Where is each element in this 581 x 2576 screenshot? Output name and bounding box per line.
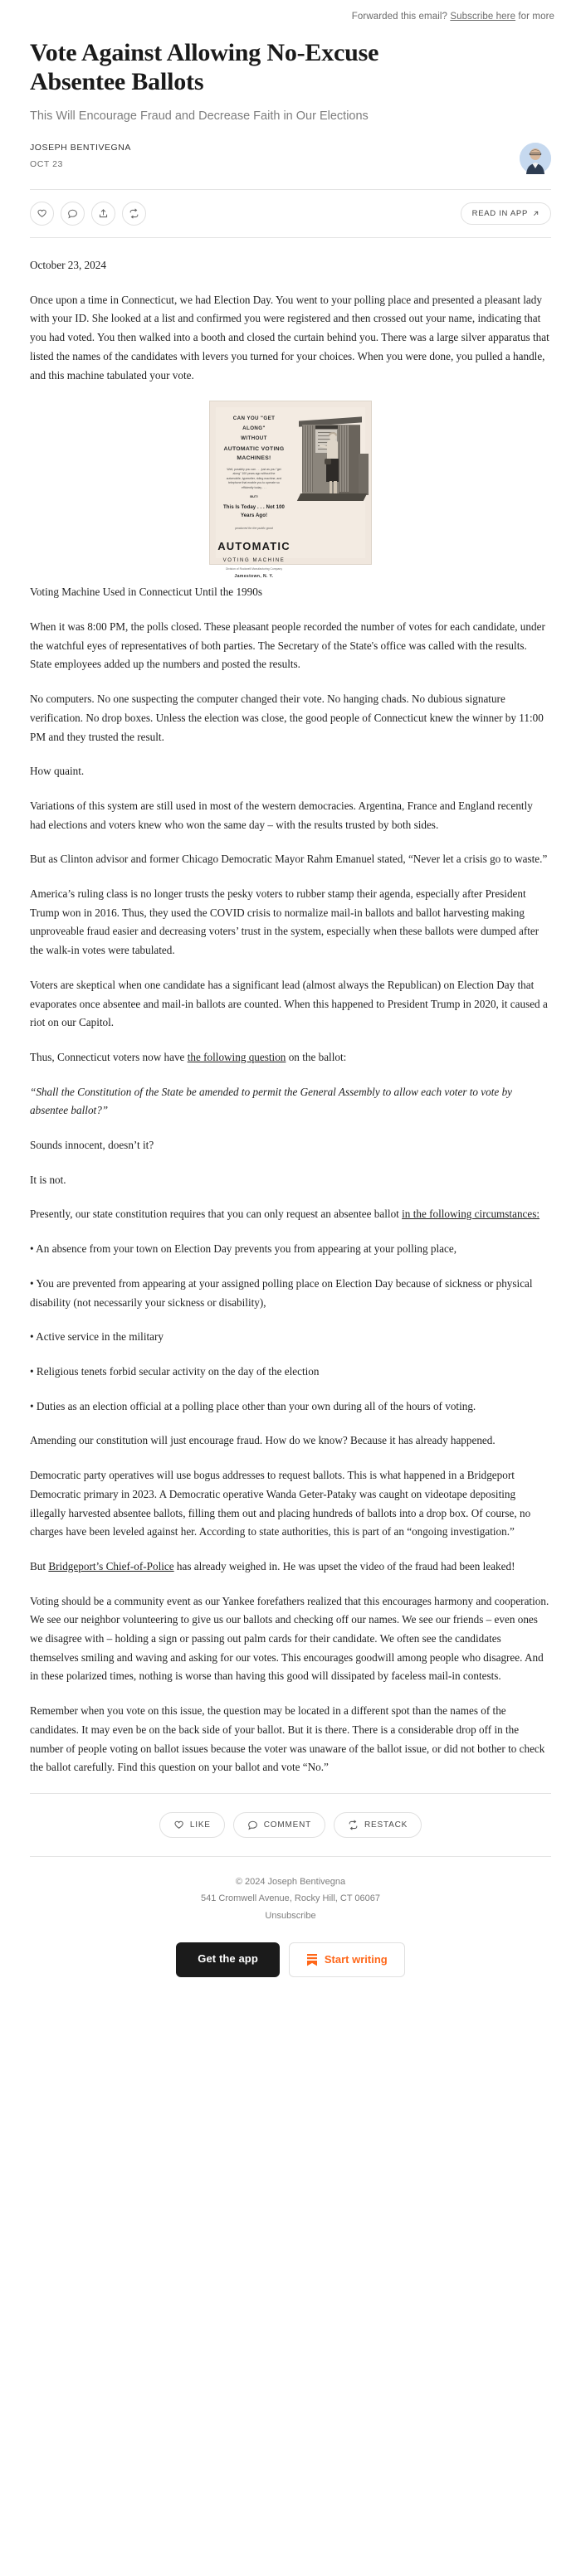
ad-today: This Is Today . . . Not 100 Years Ago! xyxy=(223,505,285,519)
avatar[interactable] xyxy=(520,143,551,174)
paragraph: Voters are skeptical when one candidate has a significant lead (almost always the Republican) on Election Day that evaporates once absentee and mail-in ballots are counted. When this happened to President Trump in 2020, it caused a riot on our Capitol. xyxy=(30,978,548,1029)
read-in-app-label: READ IN APP xyxy=(471,209,528,219)
paragraph: Amending our constitution will just encourage fraud. How do we know? Because it has already happened. xyxy=(30,1434,496,1447)
comment-icon xyxy=(67,208,78,219)
voting-machine-ad-image xyxy=(209,401,372,580)
action-bar xyxy=(0,190,581,237)
page-title: Vote Against Allowing No-Excuse Absentee Ballots xyxy=(30,39,379,96)
copyright-text: © 2024 Joseph Bentivegna xyxy=(235,1876,346,1887)
ad-headline-3: AUTOMATIC VOTING MACHINES! xyxy=(223,445,285,462)
figure-caption: Voting Machine Used in Connecticut Until the 1990s xyxy=(30,586,262,599)
paragraph: Democratic party operatives will use bogus addresses to request ballots. This is what happened in a Bridgeport Democratic primary in 2023. A Democratic operative Wanda Geter-Pataky was caught on videotape depositing illegally harvested absentee ballots, filling them out and placing hundreds of ballots into a drop box. Of course, no charges have been leveled against her. According to state authorities, this is part of an “ongoing investigation.” xyxy=(30,1469,531,1538)
paragraph: Remember when you vote on this issue, the question may be located in a different spot than the names of the candidates. It may even be on the back side of your ballot. But it is there. There is a considerable drop off in the number of people voting on ballot issues because the voter was unaware of the ballot issue, or did not bother to check the ballot carefully. Find this question on your ballot and vote “No.” xyxy=(30,1704,545,1774)
woman-torso-shape xyxy=(327,440,338,460)
body-date: October 23, 2024 xyxy=(30,259,106,272)
machine-base-shape xyxy=(297,493,367,501)
paragraph: How quaint. xyxy=(30,765,85,778)
ad-paragraph: Well, possibly you can . . . just as you "get along" 100 years ago without the automobile, typewriter, riding machine, and telephone that enable you to operate so efficiently today . . . xyxy=(226,468,282,489)
ad-city: Jamestown, N. Y. xyxy=(234,574,274,580)
paragraph: But as Clinton advisor and former Chicago Democratic Mayor Rahm Emanuel stated, “Never let a crisis go to waste.” xyxy=(30,853,548,866)
subscribe-link[interactable]: Subscribe here xyxy=(450,12,516,22)
ad-headline-1: CAN YOU "GET ALONG" xyxy=(232,416,276,432)
machine-side-shape xyxy=(359,454,369,495)
list-item: • You are prevented from appearing at your assigned polling place on Election Day because of sickness or physical disability (not necessarily your sickness or disability), xyxy=(30,1276,533,1309)
paragraph: Variations of this system are still used in most of the western democracies. Argentina, France and England recently had elections and voters knew who won the same day – with the results trusted by both sides. xyxy=(30,799,533,831)
forwarded-bar xyxy=(0,0,581,27)
action-divider xyxy=(30,237,551,238)
post-date: OCT 23 xyxy=(30,159,63,170)
ad-text-column xyxy=(216,407,290,580)
footer-restack-label: RESTACK xyxy=(364,1820,408,1830)
paragraph: When it was 8:00 PM, the polls closed. These pleasant people recorded the number of votes for each candidate, under the watchful eyes of representatives of both parties. The Secretary of the State's office was called with the results. State employees added up the numbers and posted the results. xyxy=(30,620,545,671)
start-writing-label: Start writing xyxy=(324,1953,388,1966)
paragraph: Voting should be a community event as our Yankee forefathers realized that this encourages harmony and cooperation. We see our neighbor volunteering to give us our ballots and checking off our names. We see our friends – even ones we disagree with – holding a sign or passing out palm cards for their candidate. We often see the candidates themselves smiling and waving and asking for our votes. This encourages goodwill among people who disagree. And in these polarized times, nothing is worse than having this good will dissipated by faceless mail-in contests. xyxy=(30,1594,549,1683)
read-in-app-button[interactable] xyxy=(461,202,551,225)
list-item: • Duties as an election official at a polling place other than your own during all of the hours of voting. xyxy=(30,1399,476,1412)
ballot-question-quote: “Shall the Constitution of the State be amended to permit the General Assembly to allow each voter to vote by absentee ballot?” xyxy=(30,1085,513,1117)
post-header xyxy=(0,27,581,174)
author-name[interactable]: JOSEPH BENTIVEGNA xyxy=(30,143,131,153)
restack-button[interactable] xyxy=(122,202,146,226)
get-the-app-button[interactable]: Get the app xyxy=(176,1942,280,1977)
post-body xyxy=(0,256,581,1777)
like-button[interactable] xyxy=(30,202,54,226)
comment-icon xyxy=(247,1820,258,1830)
paragraph: No computers. No one suspecting the computer changed their vote. No hanging chads. No dubious signature verification. No drop boxes. Unless the election was close, the good people of Connecticut knew the winner by 11:00 PM and they trusted the result. xyxy=(30,693,544,743)
byline-left xyxy=(30,143,131,169)
ad-division: Division of Rockwell Manufacturing Company xyxy=(225,567,283,571)
police-chief-link[interactable]: Bridgeport’s Chief-of-Police xyxy=(48,1559,174,1572)
presently-before: Presently, our state constitution requires that you can only request an absentee ballot xyxy=(30,1208,403,1221)
forwarded-suffix: for more xyxy=(518,12,554,22)
ad-brand-sub: VOTING MACHINE xyxy=(222,558,286,564)
forwarded-prefix: Forwarded this email? xyxy=(351,12,448,22)
police-paragraph xyxy=(30,1558,551,1577)
police-before: But xyxy=(30,1559,49,1572)
heart-icon xyxy=(37,208,47,219)
woman-bag-shape xyxy=(325,459,331,464)
police-after: has already weighed in. He was upset the video of the fraud had been leaked! xyxy=(173,1559,515,1572)
share-button[interactable] xyxy=(91,202,115,226)
footer-meta xyxy=(0,1857,581,1924)
curtain-left-shape xyxy=(302,425,313,492)
footer-like-label: LIKE xyxy=(189,1820,211,1830)
paragraph: Once upon a time in Connecticut, we had Election Day. You went to your polling place and presented a pleasant lady with your ID. She looked at a list and confirmed you were registered and then crossed out your name, indicating that you had voted. You then walked into a booth and closed the curtain behind you. There was a large silver apparatus that listed the names of the candidates with levers you turned for your choices. When you were done, you pulled a handle, and this machine tabulated your vote. xyxy=(30,293,549,382)
footer-actions xyxy=(0,1794,581,1856)
substack-bookmark-icon xyxy=(306,1953,318,1966)
paragraph: America’s ruling class is no longer trusts the pesky voters to rubber stamp their agenda, especially after President Trump won in 2016. Thus, they used the COVID crisis to normalize mail-in ballots and ballot harvesting making unproveable fraud easier and decreasing voters’ trust in the system, especially when these ballots were dumped after the walk-in votes were tabulated. xyxy=(30,887,540,957)
curtain-right-shape xyxy=(339,425,349,492)
ad-public-good: produced for the public good xyxy=(235,526,273,530)
ballot-intro-before: Thus, Connecticut voters now have xyxy=(30,1050,188,1063)
figure xyxy=(30,401,551,580)
arrow-up-right-icon xyxy=(532,210,540,217)
heart-icon xyxy=(173,1820,184,1830)
footer-restack-button[interactable] xyxy=(334,1812,422,1838)
footer-comment-button[interactable] xyxy=(233,1812,325,1838)
paragraph: It is not. xyxy=(30,1173,66,1186)
share-icon xyxy=(98,208,109,219)
list-item: • An absence from your town on Election Day prevents you from appearing at your polling place, xyxy=(30,1242,457,1256)
paragraph: Sounds innocent, doesn’t it? xyxy=(30,1139,154,1152)
list-item: • Religious tenets forbid secular activity on the day of the election xyxy=(30,1364,320,1378)
list-item: • Active service in the military xyxy=(30,1330,164,1344)
unsubscribe-link[interactable]: Unsubscribe xyxy=(265,1910,316,1921)
footer-comment-label: COMMENT xyxy=(263,1820,312,1830)
ad-inner xyxy=(216,407,365,580)
ad-brand: AUTOMATIC xyxy=(217,539,290,552)
restack-icon xyxy=(348,1820,359,1830)
ballot-intro-after: on the ballot: xyxy=(286,1050,347,1063)
circumstances-link[interactable]: in the following circumstances: xyxy=(402,1208,540,1221)
comment-button[interactable] xyxy=(61,202,85,226)
footer-like-button[interactable] xyxy=(159,1812,225,1838)
machine-panel-label xyxy=(315,425,338,429)
presently-paragraph xyxy=(30,1205,551,1224)
ballot-question-link[interactable]: the following question xyxy=(187,1050,286,1063)
avatar-portrait-icon xyxy=(520,143,551,174)
ad-photo-column xyxy=(290,407,365,558)
ballot-intro-paragraph xyxy=(30,1048,551,1067)
start-writing-button[interactable] xyxy=(289,1942,405,1977)
address-text: 541 Cromwell Avenue, Rocky Hill, CT 06067 xyxy=(200,1893,381,1904)
ad-but: BUT! xyxy=(250,494,258,499)
restack-icon xyxy=(129,208,139,219)
ad-headline-2: WITHOUT xyxy=(241,435,267,441)
post-subtitle: This Will Encourage Fraud and Decrease Faith in Our Elections xyxy=(30,109,369,123)
byline-row xyxy=(30,143,551,174)
cta-row xyxy=(0,1924,581,1990)
